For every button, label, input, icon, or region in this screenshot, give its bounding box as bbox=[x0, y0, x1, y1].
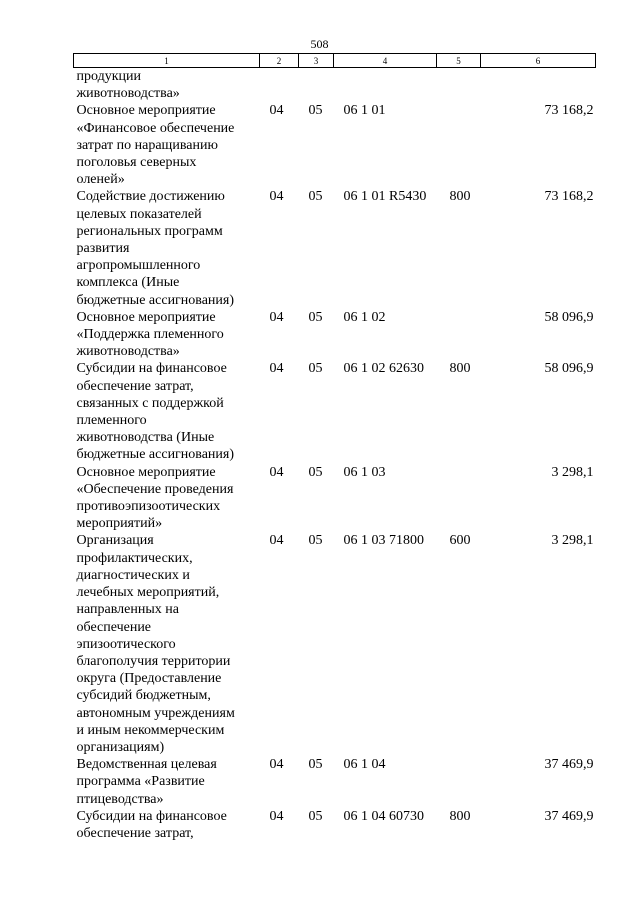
name-line: организациям) bbox=[76, 739, 165, 755]
row-expense-type: 800 bbox=[449, 361, 471, 377]
row-expense-type: 800 bbox=[449, 808, 471, 824]
name-line: лечебных мероприятий, bbox=[76, 585, 220, 601]
name-line: бюджетные ассигнования) bbox=[76, 447, 235, 463]
name-line: оленей» bbox=[76, 172, 125, 188]
header-row bbox=[74, 54, 596, 68]
row-section: 04 bbox=[269, 757, 284, 773]
row-section: 04 bbox=[269, 309, 284, 325]
name-line: автономным учреждениям bbox=[76, 705, 235, 721]
name-line: продукции bbox=[76, 69, 141, 84]
row-target-article: 06 1 01 R5430 bbox=[343, 189, 427, 205]
row-target-article: 06 1 02 bbox=[343, 309, 386, 325]
name-line: бюджетные ассигнования) bbox=[76, 292, 235, 308]
table-row bbox=[74, 464, 596, 533]
name-line: округа (Предоставление bbox=[76, 671, 222, 687]
row-expense-type bbox=[437, 756, 481, 808]
row-section: 04 bbox=[269, 189, 284, 205]
row-subsection: 05 bbox=[308, 103, 323, 119]
table-row bbox=[74, 188, 596, 308]
name-line: обеспечение затрат, bbox=[76, 825, 194, 841]
name-line: «Поддержка племенного bbox=[76, 327, 224, 343]
header-col-2: 2 bbox=[260, 54, 299, 68]
name-line: и иным некоммерческим bbox=[76, 722, 225, 738]
row-subsection: 05 bbox=[308, 533, 323, 549]
row-subsection: 05 bbox=[308, 808, 323, 824]
row-amount: 3 298,1 bbox=[551, 533, 594, 549]
name-line: птицеводства» bbox=[76, 791, 164, 807]
row-section: 04 bbox=[269, 808, 284, 824]
name-line: обеспечение bbox=[76, 619, 152, 635]
row-name bbox=[74, 188, 260, 308]
row-subsection: 05 bbox=[308, 361, 323, 377]
row-subsection: 05 bbox=[308, 189, 323, 205]
name-line: животноводства (Иные bbox=[76, 430, 215, 446]
table-row bbox=[74, 532, 596, 756]
name-line: племенного bbox=[76, 413, 147, 429]
row-target-article: 06 1 03 bbox=[343, 464, 386, 480]
row-expense-type bbox=[437, 464, 481, 533]
row-section: 04 bbox=[269, 533, 284, 549]
row-amount: 37 469,9 bbox=[544, 757, 594, 773]
row-name bbox=[74, 309, 260, 361]
header-col-6: 6 bbox=[481, 54, 596, 68]
name-line: поголовья северных bbox=[76, 155, 197, 171]
name-line: мероприятий» bbox=[76, 516, 163, 532]
name-line: животноводства» bbox=[76, 344, 180, 360]
name-line: Субсидии на финансовое bbox=[76, 808, 227, 824]
row-subsection: 05 bbox=[308, 309, 323, 325]
name-line: профилактических, bbox=[76, 550, 193, 566]
name-line: целевых показателей bbox=[76, 206, 202, 222]
name-line: Основное мероприятие bbox=[76, 464, 216, 480]
table-row bbox=[74, 808, 596, 842]
row-section: 04 bbox=[269, 464, 284, 480]
name-line: Субсидии на финансовое bbox=[76, 361, 227, 377]
name-line: развития bbox=[76, 241, 130, 257]
row-target-article: 06 1 03 71800 bbox=[343, 533, 424, 549]
row-name bbox=[74, 756, 260, 808]
row-name bbox=[74, 532, 260, 756]
name-line: обеспечение затрат, bbox=[76, 378, 194, 394]
name-line: агропромышленного bbox=[76, 258, 201, 274]
header-col-5: 5 bbox=[437, 54, 481, 68]
table-row bbox=[74, 309, 596, 361]
row-expense-type: 600 bbox=[449, 533, 471, 549]
row-subsection: 05 bbox=[308, 464, 323, 480]
table-row bbox=[74, 756, 596, 808]
name-line: субсидий бюджетным, bbox=[76, 688, 211, 704]
name-line: Организация bbox=[76, 533, 154, 549]
row-name bbox=[74, 102, 260, 188]
row-target-article: 06 1 01 bbox=[343, 103, 386, 119]
name-line: «Финансовое обеспечение bbox=[76, 120, 235, 136]
row-expense-type bbox=[437, 102, 481, 188]
budget-table bbox=[73, 53, 596, 842]
continuation-row bbox=[74, 68, 596, 103]
row-amount: 58 096,9 bbox=[544, 309, 594, 325]
page-number: 508 bbox=[310, 37, 329, 51]
header-col-3: 3 bbox=[299, 54, 334, 68]
name-line: Основное мероприятие bbox=[76, 309, 216, 325]
row-target-article: 06 1 04 60730 bbox=[343, 808, 424, 824]
row-section: 04 bbox=[269, 103, 284, 119]
name-line: «Обеспечение проведения bbox=[76, 481, 234, 497]
row-expense-type: 800 bbox=[449, 189, 471, 205]
row-amount: 3 298,1 bbox=[551, 464, 594, 480]
name-line: региональных программ bbox=[76, 223, 223, 239]
row-amount: 73 168,2 bbox=[544, 103, 594, 119]
row-amount: 37 469,9 bbox=[544, 808, 594, 824]
name-line: комплекса (Иные bbox=[76, 275, 180, 291]
name-line: связанных с поддержкой bbox=[76, 395, 224, 411]
name-line: животноводства» bbox=[76, 86, 180, 102]
name-line: затрат по наращиванию bbox=[76, 137, 218, 153]
row-name bbox=[74, 360, 260, 463]
name-line: диагностических и bbox=[76, 567, 190, 583]
name-line: программа «Развитие bbox=[76, 774, 205, 790]
table-row bbox=[74, 360, 596, 463]
row-target-article: 06 1 04 bbox=[343, 757, 386, 773]
row-section: 04 bbox=[269, 361, 284, 377]
row-expense-type bbox=[437, 309, 481, 361]
name-line: противоэпизоотических bbox=[76, 499, 221, 515]
name-line: эпизоотического bbox=[76, 636, 176, 652]
row-amount: 73 168,2 bbox=[544, 189, 594, 205]
header-col-4: 4 bbox=[334, 54, 437, 68]
row-amount: 58 096,9 bbox=[544, 361, 594, 377]
row-name bbox=[74, 464, 260, 533]
continuation-name bbox=[74, 68, 260, 103]
name-line: благополучия территории bbox=[76, 653, 231, 669]
name-line: Содействие достижению bbox=[76, 189, 225, 205]
row-name bbox=[74, 808, 260, 842]
name-line: Ведомственная целевая bbox=[76, 757, 217, 773]
name-line: Основное мероприятие bbox=[76, 103, 216, 119]
header-col-1: 1 bbox=[74, 54, 260, 68]
row-target-article: 06 1 02 62630 bbox=[343, 361, 424, 377]
table-row bbox=[74, 102, 596, 188]
name-line: направленных на bbox=[76, 602, 179, 618]
row-subsection: 05 bbox=[308, 757, 323, 773]
